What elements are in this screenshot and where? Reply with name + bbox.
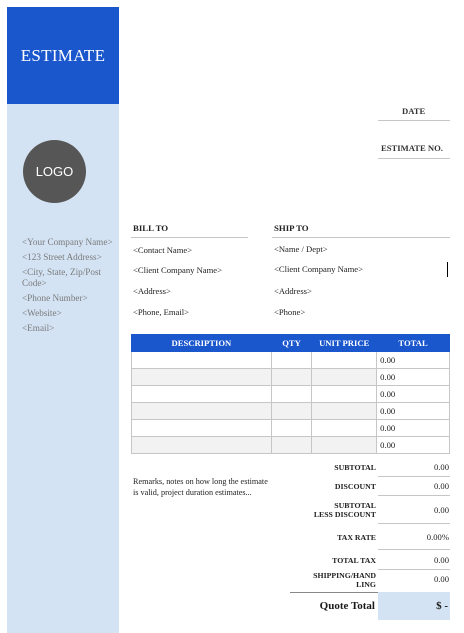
- bill-to-phone-email[interactable]: <Phone, Email>: [133, 307, 189, 317]
- quote-total-value: $ -: [378, 592, 450, 620]
- bill-to-divider: [131, 237, 248, 238]
- unit-price-cell[interactable]: [312, 403, 377, 420]
- total-cell[interactable]: 0.00: [377, 352, 450, 369]
- date-divider: [378, 120, 450, 121]
- bill-to-address[interactable]: <Address>: [133, 286, 171, 296]
- tax-rate-label: TAX RATE: [337, 533, 376, 542]
- company-phone[interactable]: <Phone Number>: [22, 293, 88, 303]
- description-cell[interactable]: [132, 386, 272, 403]
- ship-to-divider: [272, 237, 450, 238]
- qty-cell[interactable]: [271, 420, 311, 437]
- total-cell[interactable]: 0.00: [377, 437, 450, 454]
- subtotal-less-discount-label: SUBTOTAL LESS DISCOUNT: [313, 501, 376, 519]
- table-row: [132, 403, 450, 420]
- description-cell[interactable]: [132, 420, 272, 437]
- total-tax-value: 0.00: [433, 555, 449, 565]
- bill-to-contact[interactable]: <Contact Name>: [133, 245, 193, 255]
- ship-to-heading: SHIP TO: [274, 223, 309, 233]
- estimate-no-label: ESTIMATE NO.: [381, 143, 443, 153]
- table-row: [132, 437, 450, 454]
- subtotal-value: 0.00: [433, 462, 449, 472]
- qty-cell[interactable]: [271, 352, 311, 369]
- ship-to-company[interactable]: <Client Company Name>: [274, 264, 363, 274]
- ship-to-address[interactable]: <Address>: [274, 286, 312, 296]
- quote-total-label: Quote Total: [319, 600, 375, 612]
- shipping-label: SHIPPING/HAND LING: [313, 571, 376, 589]
- remarks-text[interactable]: Remarks, notes on how long the estimate is valid, project duration estimates...: [133, 477, 268, 497]
- unit-price-cell[interactable]: [312, 437, 377, 454]
- total-tax-label: TOTAL TAX: [332, 556, 376, 565]
- sidebar: [7, 7, 119, 633]
- tax-rate-divider: [378, 549, 450, 550]
- unit-price-cell[interactable]: [312, 352, 377, 369]
- qty-cell[interactable]: [271, 386, 311, 403]
- qty-cell[interactable]: [271, 369, 311, 386]
- description-cell[interactable]: [132, 352, 272, 369]
- tax-rate-value[interactable]: 0.00%: [426, 532, 449, 542]
- discount-label: DISCOUNT: [334, 482, 376, 491]
- table-header-row: [132, 335, 450, 352]
- description-cell[interactable]: [132, 437, 272, 454]
- subtotal-divider: [378, 476, 450, 477]
- company-street[interactable]: <123 Street Address>: [22, 252, 102, 262]
- qty-cell[interactable]: [271, 437, 311, 454]
- table-row: [132, 369, 450, 386]
- unit-price-cell[interactable]: [312, 420, 377, 437]
- column-header-unit-price: UNIT PRICE: [312, 335, 377, 352]
- description-cell[interactable]: [132, 369, 272, 386]
- total-cell[interactable]: 0.00: [377, 420, 450, 437]
- table-row: [132, 386, 450, 403]
- bill-to-heading: BILL TO: [133, 223, 169, 233]
- unit-price-cell[interactable]: [312, 386, 377, 403]
- table-row: [132, 420, 450, 437]
- line-items-table: [131, 334, 450, 454]
- total-cell[interactable]: 0.00: [377, 386, 450, 403]
- qty-cell[interactable]: [271, 403, 311, 420]
- subtotal-less-discount-value: 0.00: [433, 505, 449, 515]
- total-tax-divider: [378, 569, 450, 570]
- ship-to-name-dept[interactable]: <Name / Dept>: [274, 244, 328, 254]
- column-header-qty: QTY: [271, 335, 311, 352]
- discount-divider: [378, 495, 450, 496]
- subtotal-label: SUBTOTAL: [334, 463, 376, 472]
- logo-placeholder[interactable]: LOGO: [23, 140, 86, 203]
- column-header-description: DESCRIPTION: [132, 335, 272, 352]
- total-cell[interactable]: 0.00: [377, 369, 450, 386]
- ship-to-phone[interactable]: <Phone>: [274, 307, 306, 317]
- discount-value[interactable]: 0.00: [433, 481, 449, 491]
- shipping-value[interactable]: 0.00: [433, 574, 449, 584]
- total-cell[interactable]: 0.00: [377, 403, 450, 420]
- company-city[interactable]: <City, State, Zip/Post Code>: [22, 267, 102, 288]
- unit-price-cell[interactable]: [312, 369, 377, 386]
- company-name[interactable]: <Your Company Name>: [22, 237, 113, 247]
- subtotal-less-discount-divider: [378, 523, 450, 524]
- bill-to-company[interactable]: <Client Company Name>: [133, 265, 222, 275]
- company-info: [22, 237, 114, 338]
- table-row: [132, 352, 450, 369]
- column-header-total: TOTAL: [377, 335, 450, 352]
- date-label: DATE: [402, 106, 426, 116]
- description-cell[interactable]: [132, 403, 272, 420]
- text-cursor: [447, 262, 448, 277]
- company-email[interactable]: <Email>: [22, 323, 55, 333]
- document-title: ESTIMATE: [7, 7, 119, 104]
- company-website[interactable]: <Website>: [22, 308, 62, 318]
- estimate-no-divider: [378, 158, 450, 159]
